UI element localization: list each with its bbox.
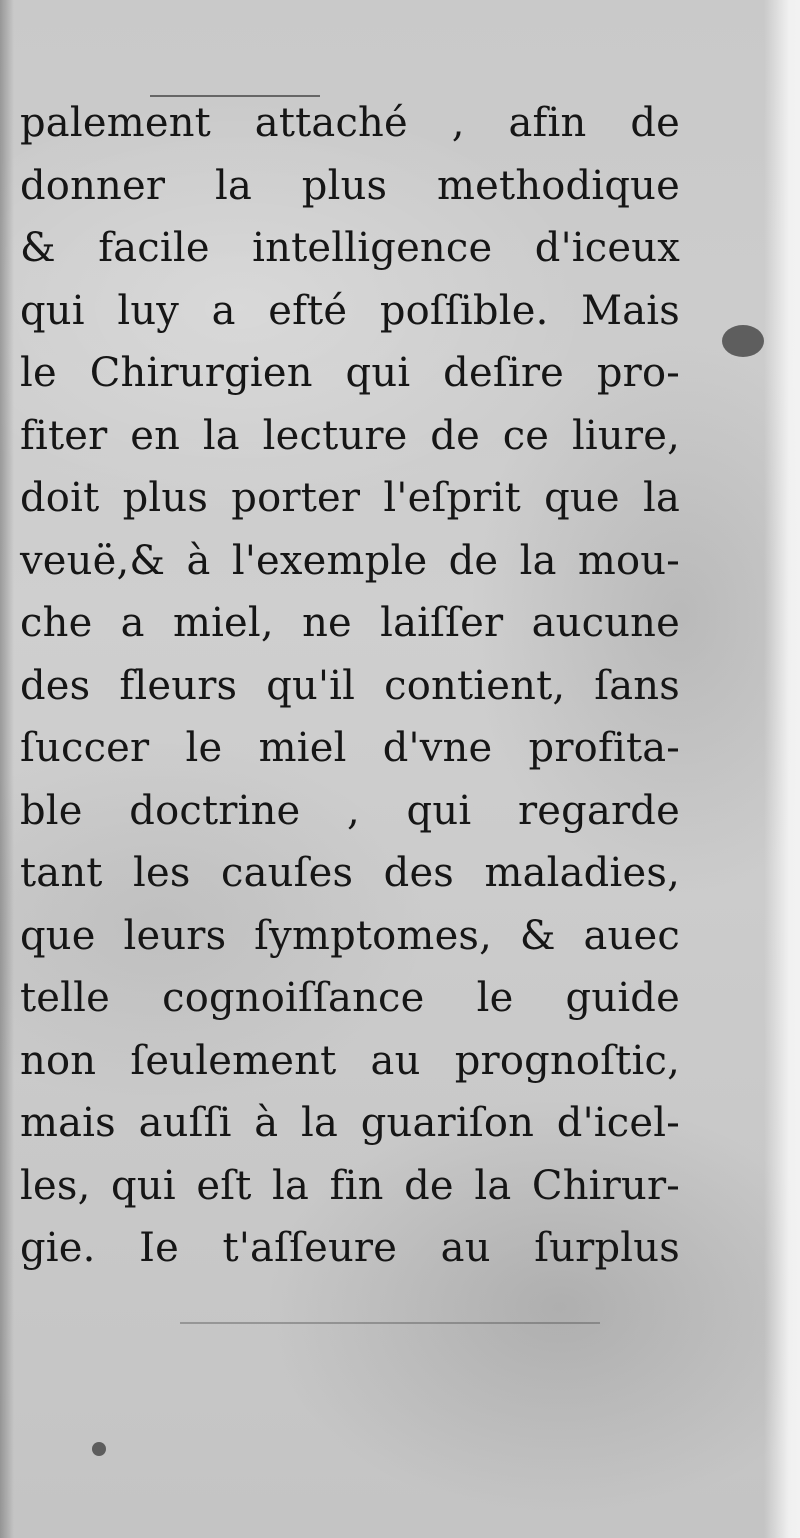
text-line: che a miel, ne laiſſer aucune: [20, 600, 680, 646]
text-line: gie. Ie t'aſſeure au ſurplus: [20, 1225, 680, 1271]
text-line: doit plus porter l'eſprit que la: [20, 475, 680, 521]
text-line: mais auſſi à la guariſon d'icel-: [20, 1100, 680, 1146]
text-line: tant les cauſes des maladies,: [20, 850, 680, 896]
text-line: qui luy a efté poſſible. Mais: [20, 287, 680, 334]
text-line: ble doctrine , qui regarde: [20, 787, 680, 834]
ink-stain: [722, 325, 764, 357]
page-right-edge: [764, 0, 800, 1538]
text-line: ſuccer le miel d'vne profita-: [20, 725, 680, 771]
text-line: donner la plus methodique: [20, 162, 680, 209]
text-line: & facile intelligence d'iceux: [20, 225, 680, 271]
ink-dot: [92, 1442, 106, 1456]
text-line: les, qui eſt la fin de la Chirur-: [20, 1162, 680, 1209]
text-line: le Chirurgien qui deſire pro-: [20, 350, 680, 396]
text-line: que leurs ſymptomes, & auec: [20, 912, 680, 959]
text-line: palement attaché , afin de: [20, 100, 680, 146]
text-line: des fleurs qu'il contient, ſans: [20, 662, 680, 709]
text-line: telle cognoiſſance le guide: [20, 975, 680, 1021]
text-line: veuë,& à l'exemple de la mou-: [20, 537, 680, 584]
page-left-edge-shadow: [0, 0, 14, 1538]
page-text: [20, 92, 680, 1280]
bottom-text-rule: [180, 1322, 600, 1324]
text-line: fiter en la lecture de ce liure,: [20, 412, 680, 459]
text-line: non ſeulement au prognoſtic,: [20, 1037, 680, 1084]
